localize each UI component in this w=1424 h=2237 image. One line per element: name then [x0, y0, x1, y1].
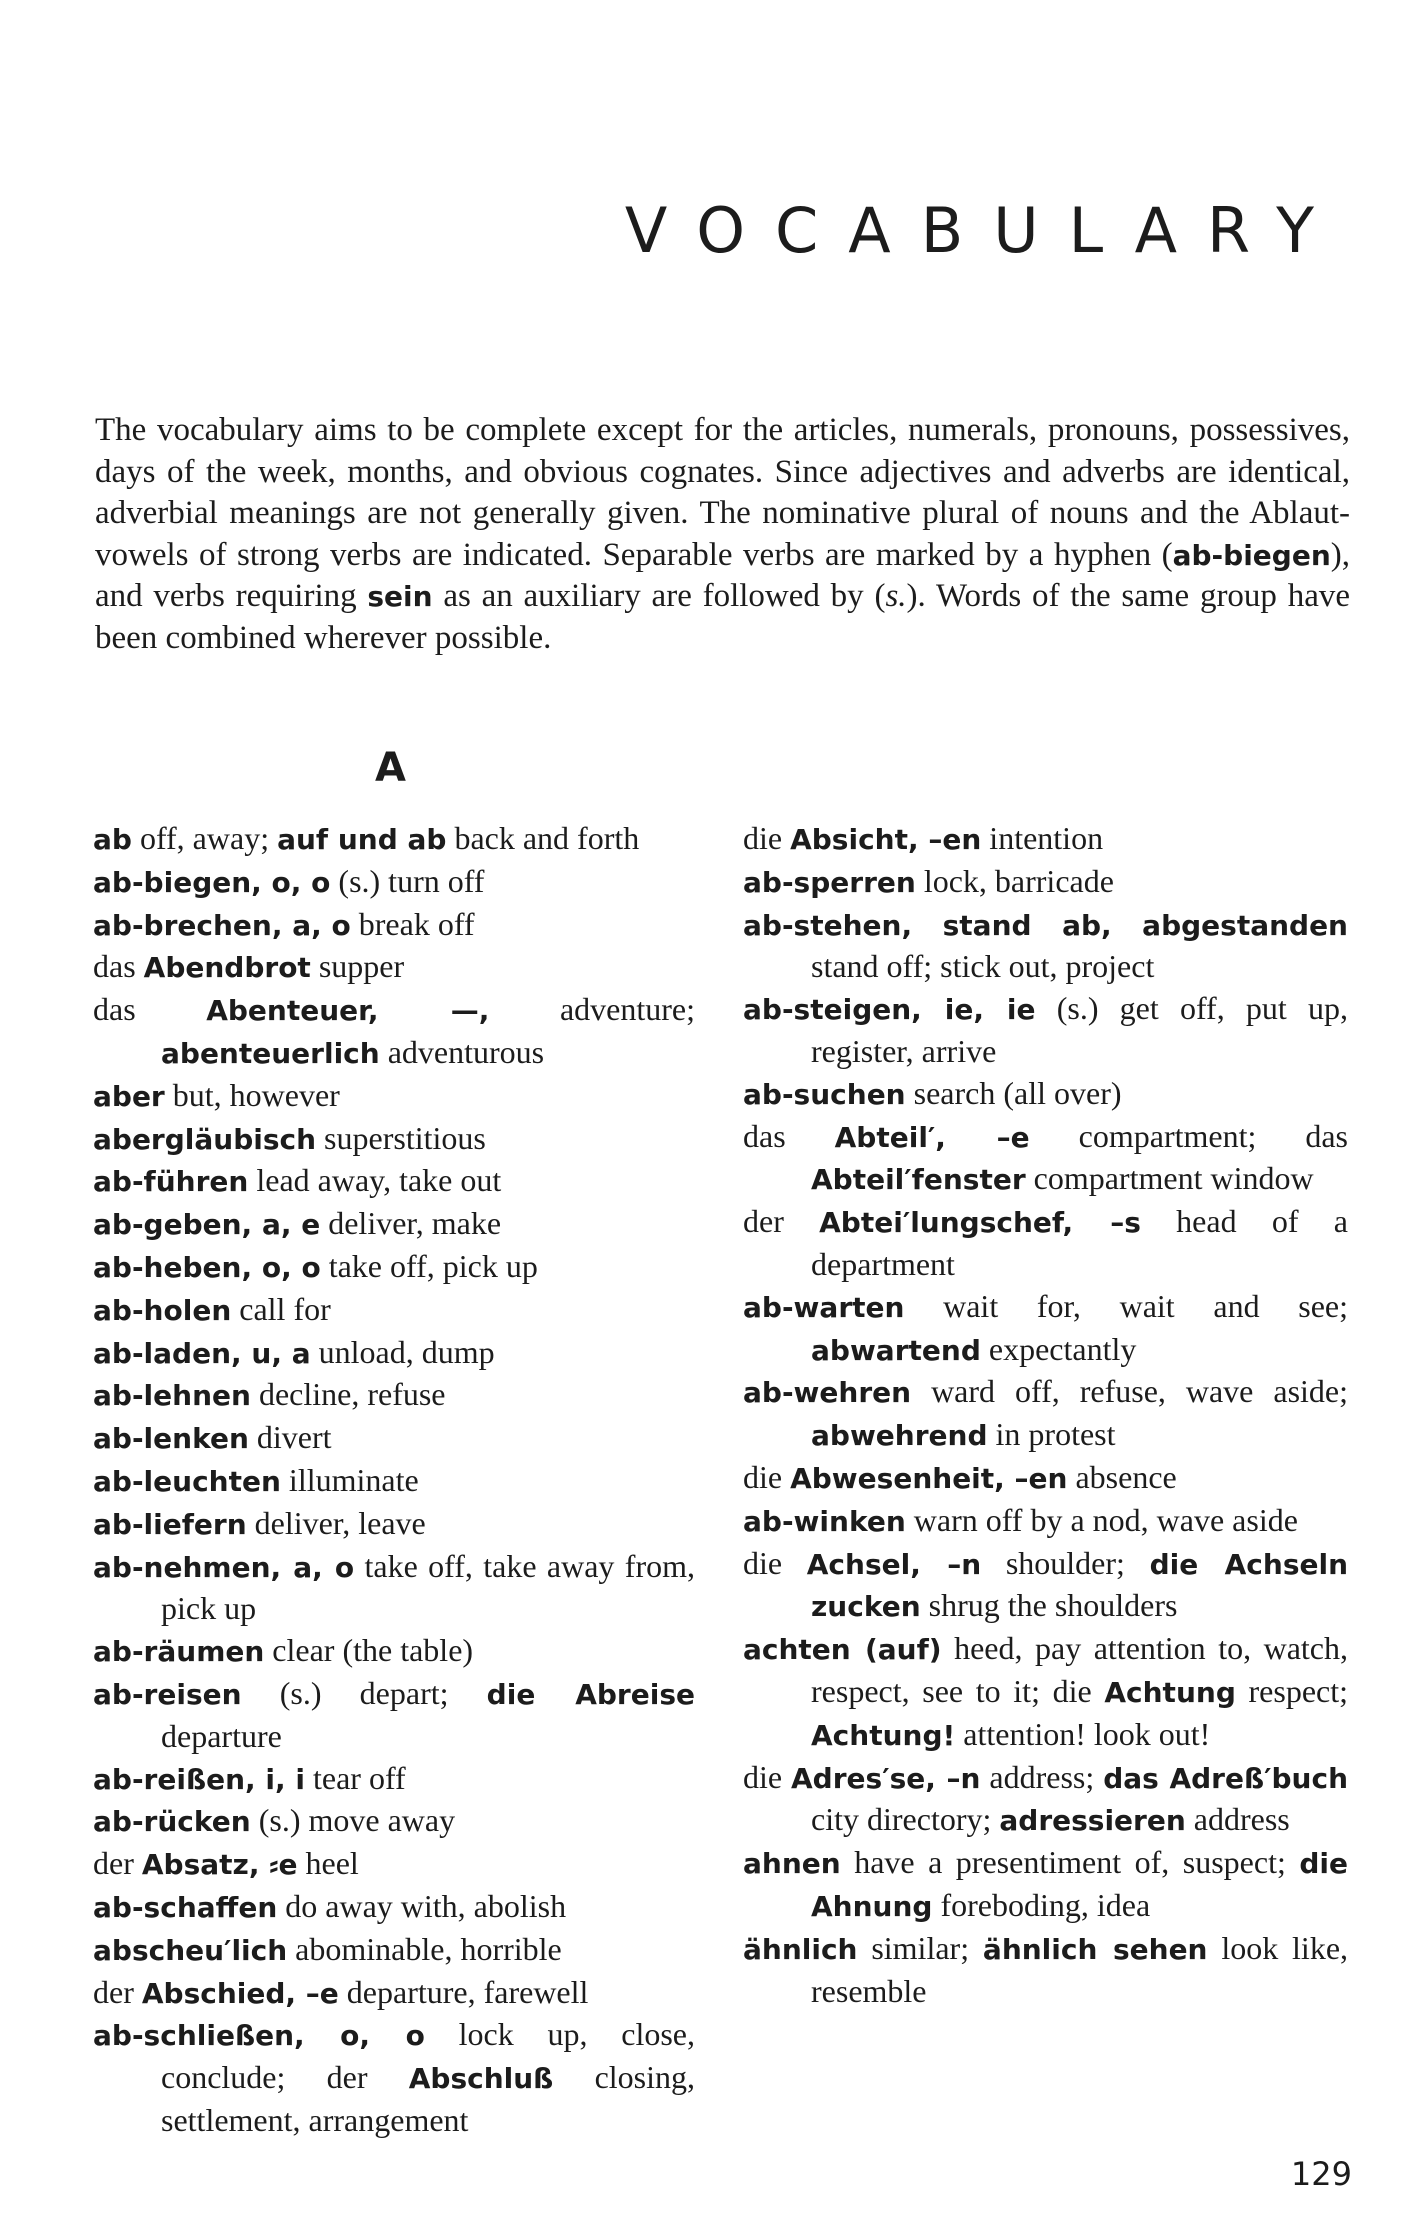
entry-definition: take off, take away from, pick up — [161, 1547, 695, 1627]
intro-example-s: s. — [885, 578, 907, 614]
entry-related-definition: expectantly — [980, 1330, 1137, 1367]
entry-definition: adventure; — [489, 991, 695, 1028]
entry-headword: ab-reisen — [93, 1677, 242, 1711]
entry-definition: shoulder; — [981, 1544, 1150, 1581]
entry-headword: ahnen — [743, 1847, 841, 1881]
entry-related-word: abwartend — [811, 1333, 981, 1367]
entry-headword: abscheu′lich — [93, 1933, 288, 1967]
entry-definition: (s.) get off, put up, register, arrive — [811, 990, 1349, 1069]
entry-headword: achten (auf) — [743, 1633, 942, 1667]
entry-article: der — [93, 1845, 142, 1882]
vocab-entry — [743, 1928, 1348, 2013]
vocab-entry — [93, 1417, 695, 1460]
entry-definition: (s.) turn off — [330, 862, 485, 899]
vocab-entry — [743, 1757, 1348, 1843]
vocab-entry — [93, 861, 695, 904]
entry-headword: ab-laden, u, a — [93, 1336, 311, 1370]
entry-headword: ab-leuchten — [93, 1464, 281, 1498]
vocab-entry — [743, 1116, 1348, 1202]
entry-related-definition: address — [1185, 1801, 1290, 1838]
entry-headword: ab-rücken — [93, 1805, 251, 1839]
entry-definition: tear off — [304, 1759, 406, 1796]
left-column — [93, 818, 695, 2142]
vocab-entry — [93, 1075, 695, 1118]
entry-headword: ab-reißen, i, i — [93, 1762, 305, 1796]
entry-headword: ab-liefern — [93, 1507, 247, 1541]
vocab-entry — [743, 818, 1348, 861]
entry-definition: but, however — [164, 1076, 340, 1113]
entry-related-word: die Ahnung — [811, 1847, 1348, 1923]
entry-definition: stand off; stick out, project — [811, 948, 1155, 985]
entry-definition: ward off, refuse, wave aside; — [911, 1373, 1348, 1410]
entry-definition: head of a department — [811, 1203, 1348, 1282]
intro-text-1: The vocabulary aims to be complete except for the articles, numerals, pronouns, possessives, days of the week, months, and obvious cognates. Since adjectives and adverbs are identical, adverbial meanings are not generally given. The nominative plural of nouns and the Ablaut-vowels of strong verbs are indicated. Separable verbs are marked by a hyphen ( — [95, 412, 1350, 573]
entry-related-word: abwehrend — [811, 1419, 988, 1453]
entry-related-definition: adventurous — [379, 1033, 545, 1070]
entry-related-word: auf und ab — [277, 823, 447, 856]
entry-definition: absence — [1067, 1458, 1177, 1495]
vocab-entry — [93, 818, 695, 861]
entry-related-word: ähnlich sehen — [982, 1932, 1208, 1966]
entry-headword: ab-schaffen — [93, 1890, 278, 1924]
entry-headword: ab-führen — [93, 1165, 249, 1199]
entry-related-definition: closing, settlement, arrangement — [161, 2059, 696, 2138]
entry-definition: do away with, abolish — [277, 1887, 567, 1924]
vocab-entry — [743, 1201, 1348, 1286]
entry-article: der — [743, 1203, 820, 1240]
entry-headword: Adres′se, –n — [791, 1761, 981, 1795]
entry-article: die — [743, 1758, 792, 1795]
page-title: VOCABULARY — [624, 194, 1344, 267]
entry-definition: clear (the table) — [264, 1632, 474, 1669]
entry-headword: Abwesenheit, –en — [790, 1461, 1068, 1495]
entry-headword: Abenteuer, —, — [206, 994, 490, 1028]
entry-related-definition: compartment window — [1025, 1160, 1314, 1197]
section-letter: A — [375, 745, 406, 791]
entry-headword: ab — [93, 823, 132, 856]
vocab-entry — [743, 904, 1348, 989]
entry-article: die — [743, 1544, 807, 1581]
page-number: 129 — [1290, 2155, 1352, 2193]
entry-headword: Absicht, –en — [790, 823, 982, 856]
vocab-entry — [743, 1286, 1348, 1372]
vocab-entry — [743, 1371, 1348, 1457]
vocab-entry — [743, 988, 1348, 1073]
entry-headword: ab-holen — [93, 1293, 232, 1327]
entry-definition: have a presentiment of, suspect; — [840, 1844, 1300, 1881]
entry-article: das — [93, 991, 207, 1028]
entry-headword: abergläubisch — [93, 1122, 317, 1156]
entry-headword: ab-schließen, o, o — [93, 2019, 425, 2053]
right-column — [743, 818, 1348, 2012]
vocab-entry — [93, 1673, 695, 1758]
vocab-entry — [93, 989, 695, 1075]
entry-definition: call for — [231, 1290, 331, 1327]
entry-definition: lock up, close, conclude; der — [161, 2016, 695, 2096]
vocab-entry — [93, 1118, 695, 1161]
entry-headword: ab-geben, a, e — [93, 1208, 321, 1242]
entry-headword: ab-sperren — [743, 865, 916, 899]
entry-related-definition: back and forth — [446, 820, 640, 856]
entry-related-definition: departure — [161, 1717, 282, 1754]
entry-related-word: Achtung! — [811, 1718, 956, 1752]
entry-headword: Abteil′, –e — [834, 1120, 1030, 1154]
vocab-entry — [743, 1543, 1348, 1629]
entry-headword: Achsel, –n — [806, 1547, 982, 1581]
entry-headword: ab-brechen, a, o — [93, 908, 351, 942]
entry-definition: wait for, wait and see; — [904, 1287, 1348, 1324]
entry-headword: ab-winken — [743, 1504, 906, 1538]
entry-related-definition: attention! look out! — [955, 1715, 1211, 1752]
entry-headword: ab-heben, o, o — [93, 1250, 321, 1284]
entry-definition: unload, dump — [310, 1333, 495, 1370]
entry-definition: address; — [980, 1758, 1104, 1795]
entry-definition: take off, pick up — [320, 1247, 538, 1284]
entry-headword: aber — [93, 1079, 165, 1113]
entry-related-definition: respect; — [1235, 1672, 1349, 1709]
entry-related-word: abenteuerlich — [161, 1036, 380, 1070]
intro-example-separable: ab-biegen — [1172, 538, 1331, 572]
entry-headword: ab-steigen, ie, ie — [743, 993, 1036, 1027]
vocab-entry — [93, 904, 695, 947]
vocab-entry — [93, 1972, 695, 2015]
vocab-entry — [93, 1289, 695, 1332]
vocab-entry — [93, 1630, 695, 1673]
entry-definition: warn off by a nod, wave aside — [905, 1501, 1298, 1538]
entry-definition: heed, pay attention to, watch, respect, see to it; die — [811, 1630, 1348, 1709]
entry-definition: lock, barricade — [915, 862, 1114, 899]
vocab-entry — [93, 1886, 695, 1929]
vocab-entry — [93, 1929, 695, 1972]
entry-headword: ähnlich — [743, 1932, 858, 1966]
vocab-entry — [93, 1374, 695, 1417]
entry-headword: ab-biegen, o, o — [93, 865, 331, 899]
entry-headword: Absatz, ⸗e — [141, 1848, 298, 1882]
vocab-entry — [743, 1073, 1348, 1116]
entry-definition: supper — [310, 948, 405, 985]
entry-headword: ab-räumen — [93, 1635, 265, 1669]
intro-example-sein: sein — [367, 580, 433, 613]
entry-article: die — [743, 820, 791, 856]
entry-definition: deliver, leave — [246, 1504, 426, 1541]
entry-headword: ab-nehmen, a, o — [93, 1550, 355, 1584]
vocab-entry — [93, 2014, 695, 2141]
entry-definition: break off — [350, 905, 475, 942]
vocab-entry — [743, 1628, 1348, 1756]
vocab-entry — [93, 946, 695, 989]
entry-related-definition: city directory; — [811, 1801, 1000, 1838]
vocab-entry — [93, 1843, 695, 1886]
entry-article: der — [93, 1973, 142, 2010]
entry-headword: Abendbrot — [143, 951, 311, 985]
entry-headword: Abschied, –e — [141, 1976, 339, 2010]
vocab-entry — [93, 1503, 695, 1546]
entry-definition: (s.) depart; — [241, 1674, 487, 1711]
entry-definition: off, away; — [131, 820, 278, 856]
entry-article: das — [743, 1117, 835, 1154]
entry-related-definition: look like, resemble — [811, 1929, 1349, 2009]
entry-related-word: die Abreise — [486, 1677, 695, 1711]
vocab-entry — [93, 1246, 695, 1289]
entry-definition: decline, refuse — [250, 1376, 446, 1413]
entry-definition: heel — [297, 1845, 359, 1882]
entry-definition: superstitious — [316, 1119, 486, 1156]
entry-definition: abominable, horrible — [287, 1930, 562, 1967]
entry-headword: ab-wehren — [743, 1376, 912, 1410]
entry-headword: ab-suchen — [743, 1077, 906, 1111]
entry-related-word: die Achseln zucken — [811, 1547, 1349, 1624]
vocab-entry — [93, 1758, 695, 1801]
intro-text-2: ), and verbs requiring — [95, 536, 1350, 614]
vocab-entry — [743, 1842, 1348, 1928]
entry-related-definition: foreboding, idea — [932, 1886, 1151, 1923]
vocab-entry — [93, 1800, 695, 1843]
entry-related-definition: shrug the shoulders — [920, 1587, 1178, 1624]
entry-related-word: Achtung — [1104, 1675, 1236, 1709]
entry-definition: (s.) move away — [250, 1802, 456, 1839]
entry-definition: compartment; das — [1029, 1117, 1349, 1154]
entry-headword: ab-lenken — [93, 1422, 249, 1456]
entry-article: die — [743, 1458, 791, 1495]
vocab-entry — [93, 1546, 695, 1631]
entry-definition: departure, farewell — [338, 1973, 589, 2010]
vocab-entry — [93, 1332, 695, 1375]
entry-article: das — [93, 948, 144, 985]
entry-headword: Abtei′lungschef, –s — [819, 1206, 1141, 1240]
vocab-entry — [743, 1500, 1348, 1543]
entry-related-word: Abschluß — [408, 2062, 554, 2096]
entry-headword: ab-lehnen — [93, 1379, 251, 1413]
vocab-entry — [743, 861, 1348, 904]
entry-definition: illuminate — [280, 1461, 419, 1498]
entry-related-word: adressieren — [999, 1804, 1186, 1838]
entry-definition: lead away, take out — [248, 1162, 502, 1199]
entry-definition: deliver, make — [320, 1205, 502, 1242]
entry-related-word: Abteil′fenster — [811, 1163, 1026, 1197]
entry-related-word: das Adreß′buch — [1103, 1761, 1348, 1795]
entry-definition: similar; — [857, 1929, 983, 1966]
vocab-entry — [93, 1460, 695, 1503]
intro-paragraph — [95, 410, 1350, 659]
vocab-entry — [93, 1160, 695, 1203]
vocab-entry — [93, 1203, 695, 1246]
intro-text-4: ). Words of the same group have been combined wherever possible. — [95, 578, 1350, 656]
intro-text-3: as an auxiliary are followed by ( — [432, 578, 886, 614]
entry-definition: intention — [981, 820, 1104, 856]
entry-headword: ab-stehen, stand ab, abgestanden — [743, 908, 1348, 942]
entry-definition: search (all over) — [905, 1074, 1122, 1111]
vocab-entry — [743, 1457, 1348, 1500]
entry-headword: ab-warten — [743, 1290, 905, 1324]
entry-related-definition: in protest — [987, 1416, 1116, 1453]
entry-definition: divert — [248, 1419, 332, 1456]
